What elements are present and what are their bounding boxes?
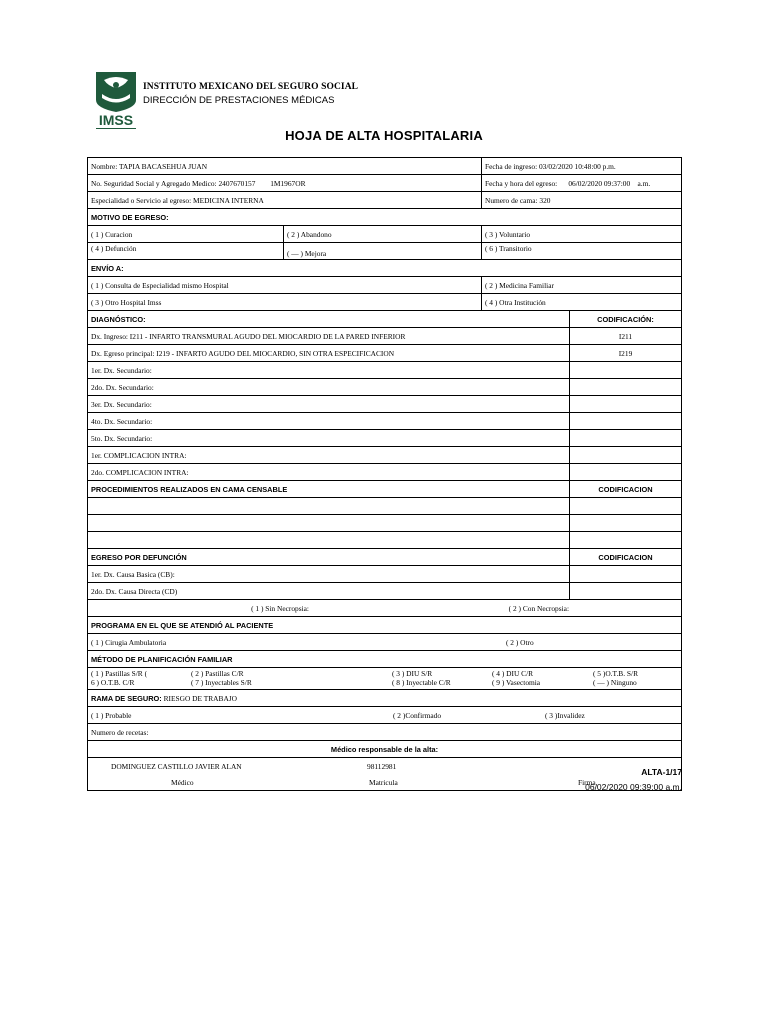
complicacion-2: 2do. COMPLICACION INTRA:	[88, 464, 570, 481]
causa-directa: 2do. Dx. Causa Directa (CD)	[88, 583, 570, 600]
rama-opt-3: ( 3 )Invalidez	[545, 710, 585, 720]
motivo-opt-4: ( 4 ) Defunción	[88, 243, 284, 260]
motivo-opt-2: ( 2 ) Abandono	[284, 226, 482, 243]
procedimiento-row-3-code	[570, 532, 682, 549]
rama-opt-2: ( 2 )Confirmado	[393, 710, 442, 720]
medico-name: DOMINGUEZ CASTILLO JAVIER ALAN	[111, 761, 242, 771]
dx-egreso-code: I219	[570, 345, 682, 362]
medico-heading: Médico responsable de la alta:	[88, 741, 682, 758]
admission-date: Fecha de ingreso: 03/02/2020 10:48:00 p.m.	[482, 158, 682, 175]
complicacion-2-code	[570, 464, 682, 481]
planificacion-options	[88, 668, 682, 690]
recetas: Numero de recetas:	[88, 724, 682, 741]
patient-name: Nombre: TAPIA BACASEHUA JUAN	[88, 158, 482, 175]
logo-text: IMSS	[98, 112, 134, 128]
procedimientos-cod-heading: CODIFICACION	[570, 481, 682, 498]
envio-opt-1: ( 1 ) Consulta de Especialidad mismo Hospital	[88, 277, 482, 294]
causa-basica: 1er. Dx. Causa Basica (CB):	[88, 566, 570, 583]
causa-directa-code	[570, 583, 682, 600]
diagnostico-heading: DIAGNÓSTICO:	[88, 311, 570, 328]
motivo-opt-5: ( — ) Mejora	[284, 243, 482, 260]
label-firma: Firma	[578, 777, 596, 787]
institution-name: INSTITUTO MEXICANO DEL SEGURO SOCIAL	[143, 82, 359, 92]
specialty: Especialidad o Servicio al egreso: MEDICINA INTERNA	[88, 192, 482, 209]
pf-opt-4: ( 4 ) DIU C/R	[492, 669, 534, 678]
diagnostico-cod-heading: CODIFICACIÓN:	[570, 311, 682, 328]
department-name: DIRECCIÓN DE PRESTACIONES MÉDICAS	[143, 95, 335, 106]
motivo-opt-1: ( 1 ) Curacion	[88, 226, 284, 243]
label-matricula: Matricula	[369, 777, 398, 787]
complicacion-1-code	[570, 447, 682, 464]
form-id: ALTA-1/17	[641, 767, 682, 777]
pf-opt-10: ( — ) Ninguno	[593, 677, 637, 687]
discharge-date-cell	[482, 175, 682, 192]
procedimiento-row-3	[88, 532, 570, 549]
nss-cell	[88, 175, 482, 192]
envio-heading: ENVÍO A:	[88, 260, 682, 277]
rama-row	[88, 690, 682, 707]
dx-secundario-5-code	[570, 430, 682, 447]
procedimiento-row-1	[88, 498, 570, 515]
discharge-ampm: a.m.	[637, 178, 651, 188]
dx-secundario-3: 3er. Dx. Secundario:	[88, 396, 570, 413]
dx-egreso: Dx. Egreso principal: I219 - INFARTO AGUDO DEL MIOCARDIO, SIN OTRA ESPECIFICACION	[88, 345, 570, 362]
dx-ingreso: Dx. Ingreso: I211 - INFARTO TRANSMURAL AGUDO DEL MIOCARDIO DE LA PARED INFERIOR	[88, 328, 570, 345]
rama-value: RIESGO DE TRABAJO	[163, 693, 237, 703]
envio-opt-4: ( 4 ) Otra Institución	[482, 294, 682, 311]
dx-secundario-2-code	[570, 379, 682, 396]
pf-opt-9: ( 9 ) Vasectomia	[492, 677, 541, 687]
dx-secundario-1-code	[570, 362, 682, 379]
rama-options	[88, 707, 682, 724]
procedimientos-heading: PROCEDIMIENTOS REALIZADOS EN CAMA CENSABLE	[88, 481, 570, 498]
medico-values	[88, 758, 682, 775]
programa-opt-2: ( 2 ) Otro	[506, 637, 534, 647]
dx-ingreso-code: I211	[570, 328, 682, 345]
rama-opt-1: ( 1 ) Probable	[91, 710, 132, 720]
pf-opt-8: ( 8 ) Inyectable C/R	[392, 677, 451, 687]
programa-row	[88, 634, 682, 651]
complicacion-1: 1er. COMPLICACION INTRA:	[88, 447, 570, 464]
print-timestamp: 06/02/2020 09:39:00 a.m.	[585, 782, 682, 792]
sin-necropsia: ( 1 ) Sin Necropsia:	[251, 603, 309, 613]
pf-opt-6: 6 ) O.T.B. C/R	[91, 677, 135, 687]
rama-heading: RAMA DE SEGURO:	[91, 693, 162, 703]
dx-secundario-2: 2do. Dx. Secundario:	[88, 379, 570, 396]
procedimiento-row-2	[88, 515, 570, 532]
planificacion-heading: MÉTODO DE PLANIFICACIÓN FAMILIAR	[88, 651, 682, 668]
dx-secundario-1: 1er. Dx. Secundario:	[88, 362, 570, 379]
pf-opt-3: ( 3 ) DIU S/R	[392, 669, 433, 678]
motivo-opt-3: ( 3 ) Voluntario	[482, 226, 682, 243]
dx-secundario-4: 4to. Dx. Secundario:	[88, 413, 570, 430]
medico-matricula: 98112981	[367, 761, 397, 771]
pf-opt-2: ( 2 ) Pastillas C/R	[191, 669, 244, 678]
con-necropsia: ( 2 ) Con Necropsia:	[508, 603, 569, 613]
defuncion-heading: EGRESO POR DEFUNCIÓN	[88, 549, 570, 566]
discharge-label: Fecha y hora del egreso:	[485, 178, 558, 188]
motivo-heading: MOTIVO DE EGRESO:	[88, 209, 682, 226]
envio-opt-2: ( 2 ) Medicina Familiar	[482, 277, 682, 294]
nss-suffix: 1M1967OR	[270, 178, 306, 188]
pf-opt-5: ( 5 )O.T.B. S/R	[593, 669, 639, 678]
dx-secundario-5: 5to. Dx. Secundario:	[88, 430, 570, 447]
motivo-opt-6: ( 6 ) Transitorio	[482, 243, 682, 260]
pf-opt-1: ( 1 ) Pastillas S/R (	[91, 669, 148, 678]
nss: No. Seguridad Social y Agregado Medico: 2407670157	[91, 178, 256, 188]
envio-opt-3: ( 3 ) Otro Hospital Imss	[88, 294, 482, 311]
dx-secundario-3-code	[570, 396, 682, 413]
label-medico: Médico	[171, 777, 194, 787]
page-title: HOJA DE ALTA HOSPITALARIA	[285, 128, 483, 143]
bed-number: Numero de cama: 320	[482, 192, 682, 209]
procedimiento-row-1-code	[570, 498, 682, 515]
page-header	[92, 70, 692, 132]
programa-opt-1: ( 1 ) Cirugia Ambulatoria	[91, 637, 167, 647]
discharge-value: 06/02/2020 09:37:00	[568, 178, 631, 188]
dx-secundario-4-code	[570, 413, 682, 430]
defuncion-cod-heading: CODIFICACION	[570, 549, 682, 566]
pf-opt-7: ( 7 ) Inyectables S/R	[191, 677, 252, 687]
imss-logo-icon	[92, 70, 140, 132]
programa-heading: PROGRAMA EN EL QUE SE ATENDIÓ AL PACIENTE	[88, 617, 682, 634]
discharge-form	[87, 157, 682, 791]
procedimiento-row-2-code	[570, 515, 682, 532]
necropsia-row	[88, 600, 682, 617]
causa-basica-code	[570, 566, 682, 583]
